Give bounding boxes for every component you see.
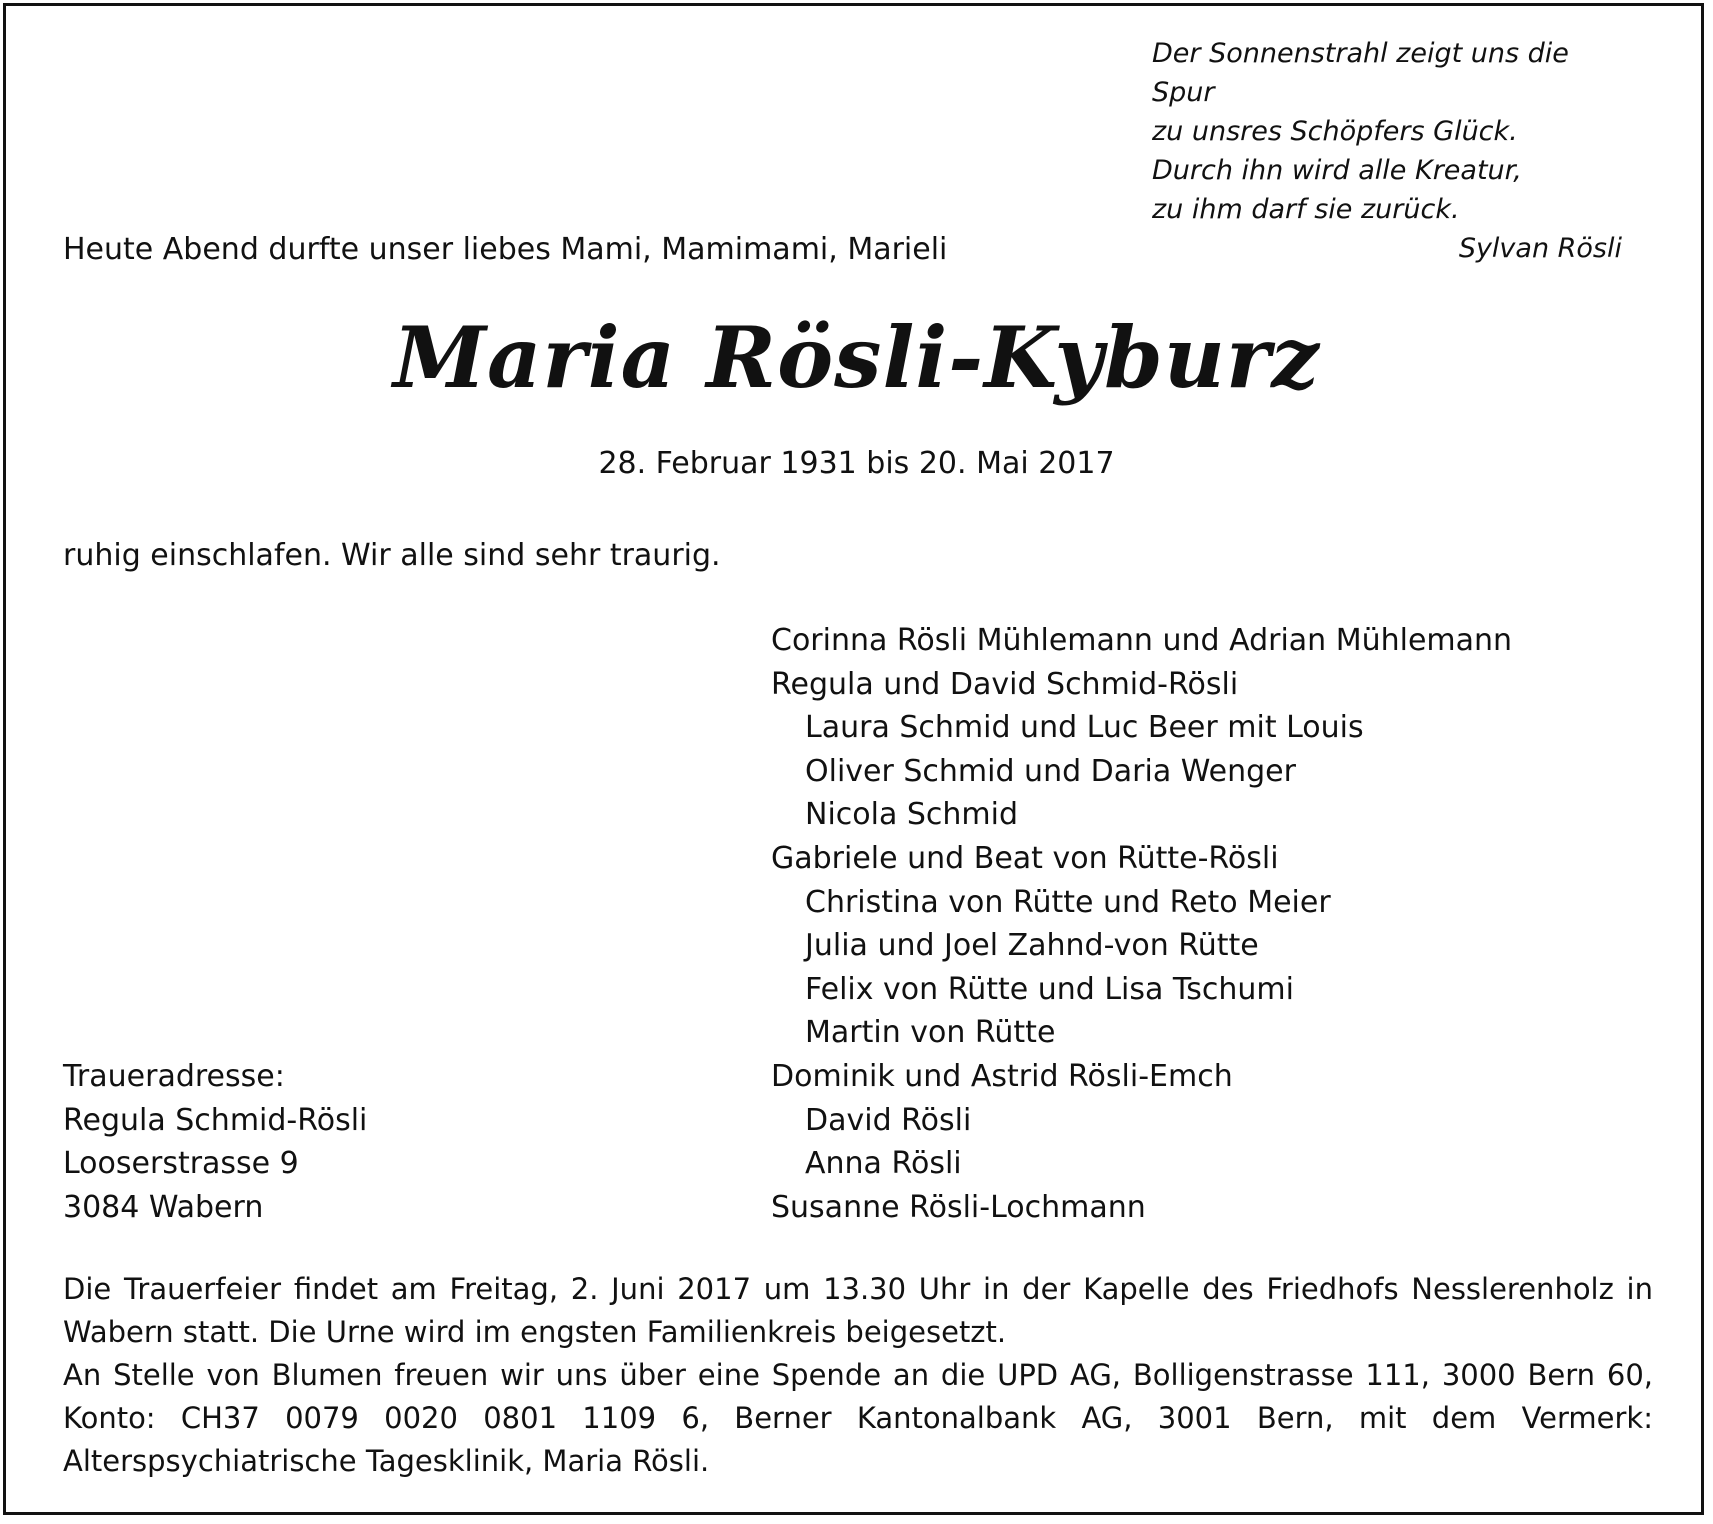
closing-text [63, 1268, 1653, 1483]
family-member: Anna Rösli [805, 1146, 962, 1182]
family-member: Dominik und Astrid Rösli-Emch [771, 1058, 1233, 1094]
family-list [771, 619, 1512, 1229]
deceased-name: Maria Rösli-Kyburz [393, 308, 1320, 407]
intro-text: Heute Abend durfte unser liebes Mami, Mamimami, Marieli [63, 232, 948, 267]
address-heading: Traueradresse: [63, 1059, 285, 1094]
poem-line: zu ihm darf sie zurück. [1152, 194, 1460, 225]
family-member: Felix von Rütte und Lisa Tschumi [805, 971, 1294, 1007]
mourning-address [63, 1055, 367, 1229]
poem-line: Der Sonnenstrahl zeigt uns die Spur [1152, 38, 1569, 108]
family-member: Christina von Rütte und Reto Meier [805, 884, 1331, 920]
family-member: Corinna Rösli Mühlemann und Adrian Mühlemann [771, 623, 1513, 658]
poem-line: zu unsres Schöpfers Glück. [1152, 116, 1518, 147]
family-member: David Rösli [805, 1102, 972, 1138]
family-member: Martin von Rütte [805, 1015, 1056, 1051]
family-member: Oliver Schmid und Daria Wenger [805, 753, 1296, 789]
address-name: Regula Schmid-Rösli [63, 1102, 368, 1138]
poem-line: Durch ihn wird alle Kreatur, [1152, 155, 1522, 186]
address-city: 3084 Wabern [63, 1189, 264, 1225]
family-member: Susanne Rösli-Lochmann [771, 1189, 1146, 1225]
family-member: Nicola Schmid [805, 797, 1019, 833]
family-member: Laura Schmid und Luc Beer mit Louis [805, 710, 1364, 746]
address-street: Looserstrasse 9 [63, 1146, 299, 1182]
poem [1152, 34, 1632, 268]
family-member: Gabriele und Beat von Rütte-Rösli [771, 840, 1279, 876]
after-text: ruhig einschlafen. Wir alle sind sehr traurig. [63, 538, 721, 573]
life-dates: 28. Februar 1931 bis 20. Mai 2017 [598, 446, 1115, 481]
donation-info: An Stelle von Blumen freuen wir uns über eine Spende an die UPD AG, Bolligenstrasse 111, 3000 Bern 60, Konto: CH37 0079 0020 0801 1109 6, Berner Kantonalbank AG, 3001 Bern, mit dem Vermerk: Alterspsychiatrische Tagesklinik, Maria Rösli. [63, 1358, 1653, 1478]
poem-author: Sylvan Rösli [1458, 233, 1622, 264]
funeral-info: Die Trauerfeier findet am Freitag, 2. Juni 2017 um 13.30 Uhr in der Kapelle des Friedhofs Nesslerenholz in Wabern statt. Die Urne wird im engsten Familienkreis beigesetzt. [63, 1272, 1653, 1349]
family-member: Julia und Joel Zahnd-von Rütte [805, 928, 1259, 964]
family-member: Regula und David Schmid-Rösli [771, 666, 1239, 702]
